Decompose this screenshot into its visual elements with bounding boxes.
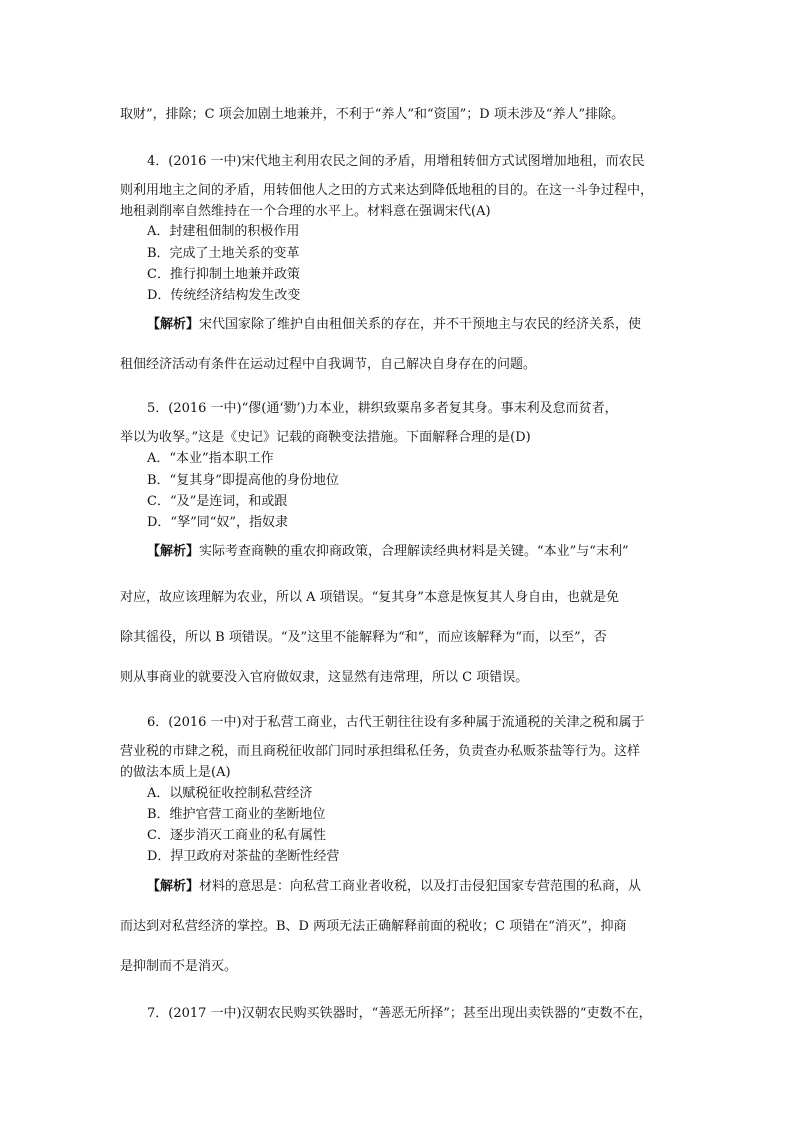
question-5-explanation-3: 除其徭役，所以 B 项错误。“及”这里不能解释为“和”，而应该解释为“而，以至”，否	[120, 630, 607, 645]
question-4-option-b: B．完成了土地关系的变革	[147, 246, 300, 261]
question-6-option-c: C．逐步消灭工商业的私有属性	[147, 828, 326, 843]
question-4-option-c: C．推行抑制土地兼并政策	[147, 267, 300, 282]
question-5-option-a: A．“本业”指本职工作	[147, 451, 274, 466]
question-5-option-c: C．“及”是连词，和或跟	[147, 494, 288, 509]
explanation-tag: 【解析】	[147, 317, 200, 332]
question-6-line-2: 营业税的市肆之税，而且商税征收部门同时承担缉私任务，负责查办私贩茶盐等行为。这样	[120, 744, 641, 759]
explanation-text: 宋代国家除了维护自由租佃关系的存在，并不干预地主与农民的经济关系，使	[199, 317, 642, 332]
question-4-option-a: A．封建租佃制的积极作用	[147, 224, 300, 239]
question-5-explanation-2: 对应，故应该理解为农业，所以 A 项错误。“复其身”本意是恢复其人身自由，也就是免	[120, 590, 619, 605]
question-6-explanation-2: 而达到对私营经济的掌控。B、D 两项无法正确解释前面的税收；C 项错在“消灭”，抑商	[120, 919, 627, 934]
question-4-explanation-1	[147, 316, 680, 334]
explanation-text: 实际考查商鞅的重农抑商政策，合理解读经典材料是关键。“本业”与“末利”	[199, 544, 629, 559]
question-5-explanation-1	[147, 543, 680, 561]
explanation-tag: 【解析】	[147, 879, 200, 894]
question-7-line-1: 7．(2017 一中)汉朝农民购买铁器时，“善恶无所择”；甚至出现出卖铁器的“吏数不在，	[147, 1006, 652, 1021]
explanation-text: 材料的意思是：向私营工商业者收税，以及打击侵犯国家专营范围的私商，从	[199, 879, 642, 894]
question-4-option-d: D．传统经济结构发生改变	[147, 288, 301, 303]
question-4-line-2: 则利用地主之间的矛盾，用转佃他人之田的方式来达到降低地租的目的。在这一斗争过程中，	[120, 183, 654, 198]
question-6-explanation-3: 是抑制而不是消灭。	[120, 959, 238, 974]
question-6-line-1: 6．(2016 一中)对于私营工商业，古代王朝往往设有多种属于流通税的关津之税和属于	[147, 715, 645, 730]
question-5-line-2: 举以为收孥。”这是《史记》记载的商鞅变法措施。下面解释合理的是(D)	[120, 430, 531, 445]
explanation-tag: 【解析】	[147, 544, 200, 559]
question-5-option-d: D．“孥”同“奴”，指奴隶	[147, 515, 289, 530]
question-5-line-1: 5．(2016 一中)“僇(通‘勠’)力本业，耕织致粟帛多者复其身。事末利及怠而贫者，	[147, 401, 618, 416]
question-6-option-d: D．捍卫政府对茶盐的垄断性经营	[147, 849, 340, 864]
question-5-explanation-4: 则从事商业的就要没入官府做奴隶，这显然有违常理，所以 C 项错误。	[120, 670, 529, 685]
continuation-line: 取财”，排除；C 项会加剧土地兼并，不利于“养人”和“资国”；D 项未涉及“养人”排除。	[120, 107, 625, 122]
question-6-option-a: A．以赋税征收控制私营经济	[147, 786, 313, 801]
question-6-explanation-1	[147, 878, 680, 896]
question-6-option-b: B．维护官营工商业的垄断地位	[147, 807, 326, 822]
question-6-line-3: 的做法本质上是(A)	[120, 765, 231, 780]
question-4-line-3: 地租剥削率自然维持在一个合理的水平上。材料意在强调宋代(A)	[120, 204, 491, 219]
question-4-line-1: 4．(2016 一中)宋代地主利用农民之间的矛盾，用增租转佃方式试图增加地租，而农民	[147, 154, 645, 169]
question-4-explanation-2: 租佃经济活动有条件在运动过程中自我调节，自己解决自身存在的问题。	[120, 357, 537, 372]
question-5-option-b: B．“复其身”即提高他的身份地位	[147, 473, 339, 488]
